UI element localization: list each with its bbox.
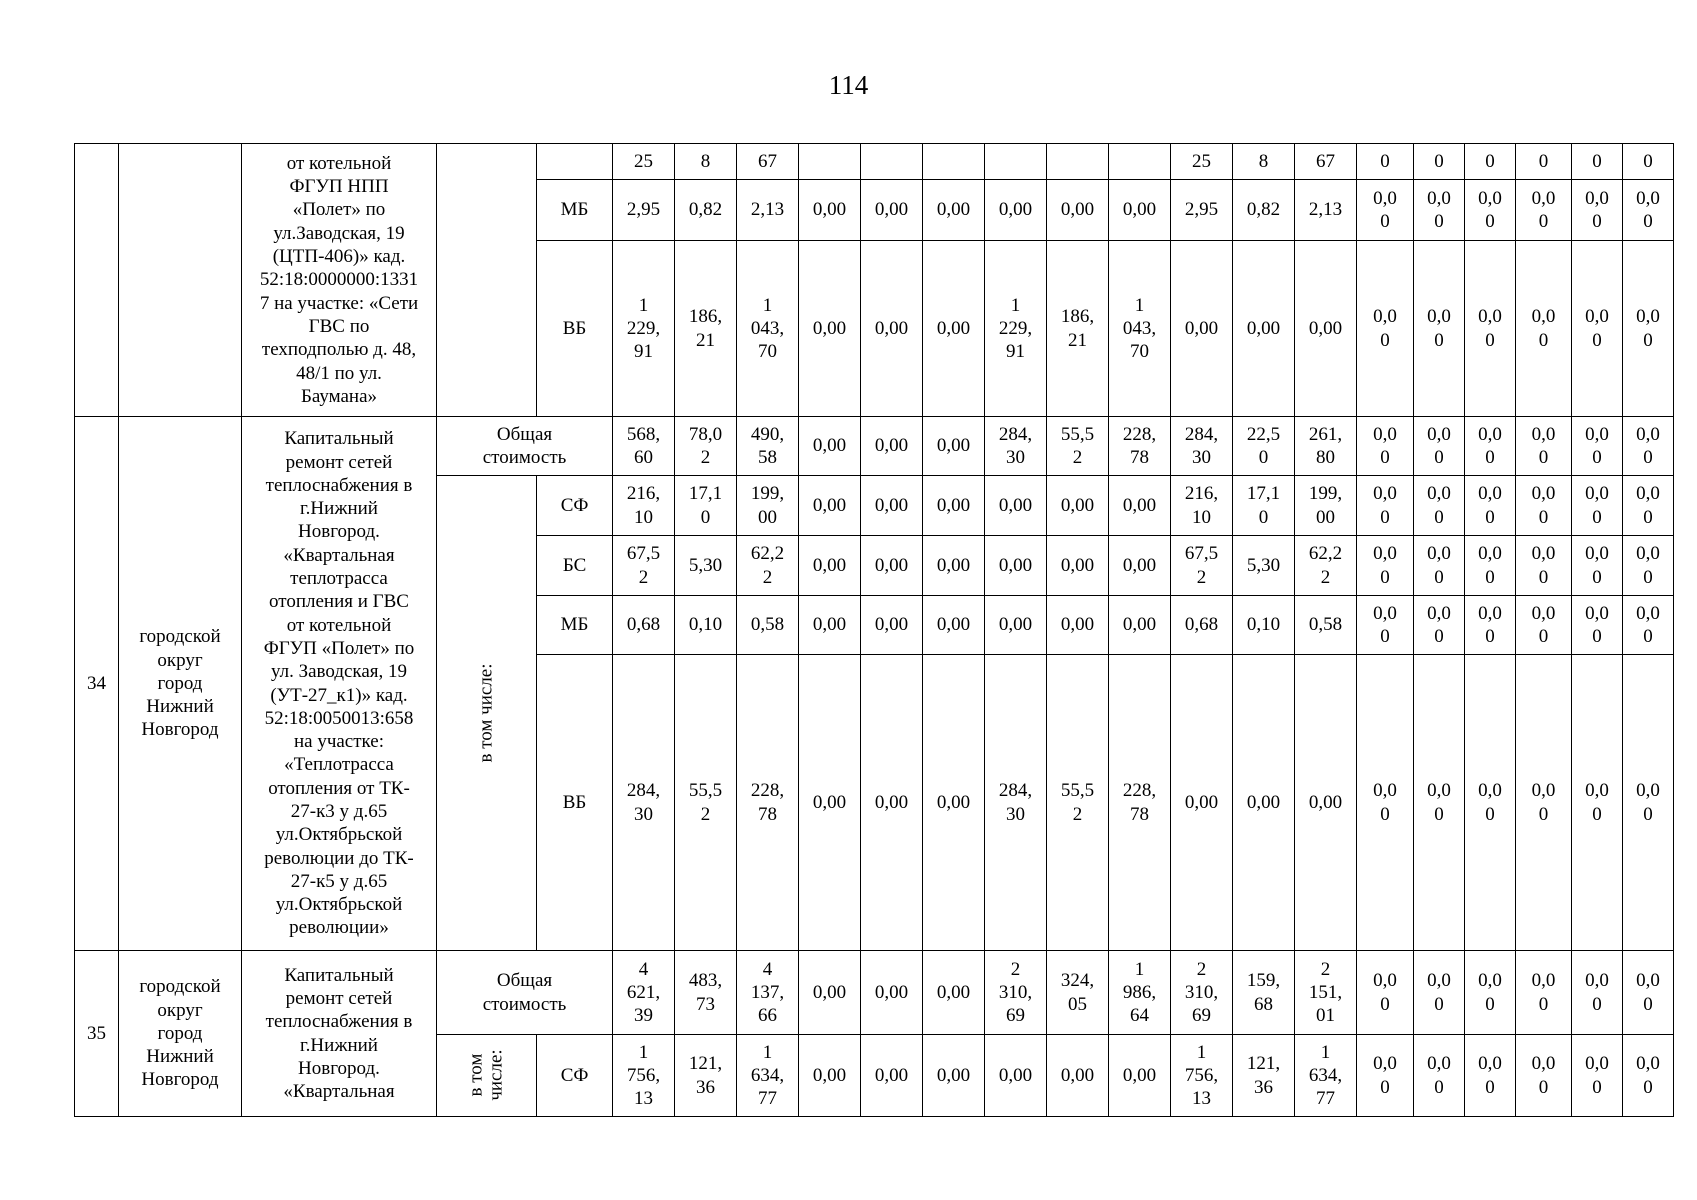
value-cell: 0 bbox=[1572, 144, 1623, 180]
value-cell: 0,00 bbox=[1047, 1035, 1109, 1117]
value-cell: 284, 30 bbox=[613, 655, 675, 951]
value-cell: 2 310, 69 bbox=[985, 951, 1047, 1035]
value-cell: 55,5 2 bbox=[675, 655, 737, 951]
value-cell: 0 bbox=[1516, 144, 1572, 180]
value-cell: 0,00 bbox=[861, 655, 923, 951]
value-cell: 0,00 bbox=[1109, 1035, 1171, 1117]
value-cell: 0,82 bbox=[1233, 180, 1295, 241]
value-cell: 0,0 0 bbox=[1623, 417, 1674, 476]
value-cell: 0,0 0 bbox=[1623, 476, 1674, 536]
including-label bbox=[437, 144, 537, 417]
value-cell: 8 bbox=[675, 144, 737, 180]
including-label: в том числе: bbox=[437, 1035, 537, 1117]
value-cell: 0,0 0 bbox=[1516, 1035, 1572, 1117]
value-cell: 0,00 bbox=[799, 1035, 861, 1117]
value-cell: 1 756, 13 bbox=[1171, 1035, 1233, 1117]
including-label: в том числе: bbox=[437, 476, 537, 951]
value-cell: 0,0 0 bbox=[1572, 951, 1623, 1035]
value-cell: 22,5 0 bbox=[1233, 417, 1295, 476]
value-cell: 4 137, 66 bbox=[737, 951, 799, 1035]
value-cell: 0,00 bbox=[861, 596, 923, 655]
table-row bbox=[75, 417, 1674, 476]
value-cell: 2 151, 01 bbox=[1295, 951, 1357, 1035]
value-cell: 0,0 0 bbox=[1623, 1035, 1674, 1117]
value-cell: 0,0 0 bbox=[1357, 536, 1414, 596]
value-cell: 0,82 bbox=[675, 180, 737, 241]
value-cell: 0,0 0 bbox=[1572, 655, 1623, 951]
value-cell: 0,00 bbox=[1047, 180, 1109, 241]
value-cell: 0,0 0 bbox=[1572, 596, 1623, 655]
total-cost-label: Общая стоимость bbox=[437, 417, 613, 476]
row-number: 35 bbox=[75, 951, 119, 1117]
value-cell: 0,00 bbox=[1171, 655, 1233, 951]
value-cell: 121, 36 bbox=[675, 1035, 737, 1117]
value-cell: 0,00 bbox=[985, 1035, 1047, 1117]
value-cell: 1 634, 77 bbox=[1295, 1035, 1357, 1117]
value-cell: 0,0 0 bbox=[1357, 476, 1414, 536]
value-cell: 284, 30 bbox=[985, 417, 1047, 476]
value-cell: 0,00 bbox=[1109, 180, 1171, 241]
value-cell: 0,00 bbox=[861, 417, 923, 476]
value-cell: 0,00 bbox=[1295, 241, 1357, 417]
value-cell: 8 bbox=[1233, 144, 1295, 180]
value-cell: 0,00 bbox=[923, 596, 985, 655]
value-cell: 0,00 bbox=[923, 951, 985, 1035]
value-cell: 67,5 2 bbox=[613, 536, 675, 596]
value-cell bbox=[861, 144, 923, 180]
funding-source-label: МБ bbox=[537, 180, 613, 241]
value-cell: 5,30 bbox=[675, 536, 737, 596]
value-cell: 2,95 bbox=[1171, 180, 1233, 241]
value-cell: 0,0 0 bbox=[1357, 951, 1414, 1035]
value-cell: 0,00 bbox=[799, 241, 861, 417]
value-cell: 0,00 bbox=[1047, 476, 1109, 536]
value-cell: 0,0 0 bbox=[1572, 536, 1623, 596]
value-cell: 0,00 bbox=[985, 596, 1047, 655]
total-cost-label: Общая стоимость bbox=[437, 951, 613, 1035]
value-cell: 62,2 2 bbox=[737, 536, 799, 596]
table-row bbox=[75, 144, 1674, 180]
municipality: городской округ город Нижний Новгород bbox=[119, 951, 242, 1117]
value-cell: 0,0 0 bbox=[1357, 655, 1414, 951]
value-cell: 0,00 bbox=[923, 476, 985, 536]
value-cell: 0,0 0 bbox=[1414, 1035, 1465, 1117]
value-cell: 0,00 bbox=[1109, 596, 1171, 655]
value-cell: 0,0 0 bbox=[1414, 951, 1465, 1035]
value-cell bbox=[799, 144, 861, 180]
value-cell: 0,0 0 bbox=[1623, 951, 1674, 1035]
value-cell: 228, 78 bbox=[1109, 417, 1171, 476]
value-cell: 55,5 2 bbox=[1047, 417, 1109, 476]
object-description: Капитальный ремонт сетей теплоснабжения в г.Нижний Новгород. «Квартальная bbox=[242, 951, 437, 1117]
funding-source-label: МБ bbox=[537, 596, 613, 655]
value-cell: 0,00 bbox=[799, 536, 861, 596]
value-cell: 0,00 bbox=[985, 180, 1047, 241]
funding-source-label: БС bbox=[537, 536, 613, 596]
value-cell: 186, 21 bbox=[1047, 241, 1109, 417]
value-cell: 0,0 0 bbox=[1414, 596, 1465, 655]
value-cell: 2 310, 69 bbox=[1171, 951, 1233, 1035]
value-cell bbox=[985, 144, 1047, 180]
value-cell: 0 bbox=[1414, 144, 1465, 180]
value-cell: 0,00 bbox=[923, 1035, 985, 1117]
value-cell: 1 756, 13 bbox=[613, 1035, 675, 1117]
value-cell: 0,00 bbox=[861, 951, 923, 1035]
value-cell: 0,00 bbox=[985, 476, 1047, 536]
value-cell: 0,0 0 bbox=[1465, 241, 1516, 417]
value-cell: 4 621, 39 bbox=[613, 951, 675, 1035]
value-cell: 228, 78 bbox=[737, 655, 799, 951]
table-row bbox=[75, 951, 1674, 1035]
value-cell: 0,0 0 bbox=[1465, 596, 1516, 655]
value-cell: 0,00 bbox=[1109, 476, 1171, 536]
value-cell: 1 229, 91 bbox=[985, 241, 1047, 417]
value-cell: 0,00 bbox=[923, 536, 985, 596]
value-cell: 0,00 bbox=[861, 1035, 923, 1117]
value-cell: 2,95 bbox=[613, 180, 675, 241]
funding-source-label bbox=[537, 144, 613, 180]
value-cell bbox=[923, 144, 985, 180]
value-cell: 324, 05 bbox=[1047, 951, 1109, 1035]
value-cell: 62,2 2 bbox=[1295, 536, 1357, 596]
value-cell: 1 043, 70 bbox=[1109, 241, 1171, 417]
value-cell: 17,1 0 bbox=[675, 476, 737, 536]
value-cell: 0,0 0 bbox=[1516, 417, 1572, 476]
value-cell: 0,0 0 bbox=[1465, 1035, 1516, 1117]
value-cell: 159, 68 bbox=[1233, 951, 1295, 1035]
object-description: Капитальный ремонт сетей теплоснабжения в г.Нижний Новгород. «Квартальная теплотрасса отопления и ГВС от котельной ФГУП «Полет» по ул. Заводская, 19 (УТ-27_к1)» кад. 52:18:0050013:658 на участке: «Теплотрасса отопления от ТК- 27-к3 у д.65 ул.Октябрьской революции до ТК- 27-к5 у д.65 ул.Октябрьской революции» bbox=[242, 417, 437, 951]
value-cell: 0,0 0 bbox=[1623, 596, 1674, 655]
value-cell: 0,0 0 bbox=[1516, 596, 1572, 655]
value-cell: 0,0 0 bbox=[1572, 417, 1623, 476]
value-cell: 0,0 0 bbox=[1572, 241, 1623, 417]
value-cell: 0,0 0 bbox=[1414, 241, 1465, 417]
value-cell bbox=[1109, 144, 1171, 180]
value-cell: 2,13 bbox=[1295, 180, 1357, 241]
value-cell: 0,00 bbox=[923, 417, 985, 476]
value-cell: 67,5 2 bbox=[1171, 536, 1233, 596]
row-number: 34 bbox=[75, 417, 119, 951]
value-cell: 0,68 bbox=[1171, 596, 1233, 655]
value-cell: 284, 30 bbox=[1171, 417, 1233, 476]
value-cell: 0,0 0 bbox=[1516, 241, 1572, 417]
value-cell: 216, 10 bbox=[613, 476, 675, 536]
value-cell: 0,0 0 bbox=[1572, 180, 1623, 241]
value-cell: 0,0 0 bbox=[1516, 951, 1572, 1035]
value-cell: 121, 36 bbox=[1233, 1035, 1295, 1117]
value-cell: 0,0 0 bbox=[1465, 655, 1516, 951]
value-cell: 0,0 0 bbox=[1414, 536, 1465, 596]
value-cell: 0,00 bbox=[923, 180, 985, 241]
value-cell: 568, 60 bbox=[613, 417, 675, 476]
page-number: 114 bbox=[828, 70, 869, 100]
value-cell: 199, 00 bbox=[737, 476, 799, 536]
value-cell: 0,0 0 bbox=[1572, 476, 1623, 536]
value-cell: 0,58 bbox=[737, 596, 799, 655]
value-cell: 483, 73 bbox=[675, 951, 737, 1035]
value-cell: 0,00 bbox=[799, 951, 861, 1035]
municipality: городской округ город Нижний Новгород bbox=[119, 417, 242, 951]
value-cell: 0,00 bbox=[799, 180, 861, 241]
value-cell: 78,0 2 bbox=[675, 417, 737, 476]
value-cell: 67 bbox=[1295, 144, 1357, 180]
value-cell: 228, 78 bbox=[1109, 655, 1171, 951]
value-cell: 0,00 bbox=[861, 180, 923, 241]
value-cell: 1 986, 64 bbox=[1109, 951, 1171, 1035]
value-cell: 5,30 bbox=[1233, 536, 1295, 596]
value-cell: 0,00 bbox=[985, 536, 1047, 596]
row-number bbox=[75, 144, 119, 417]
value-cell: 186, 21 bbox=[675, 241, 737, 417]
value-cell: 2,13 bbox=[737, 180, 799, 241]
value-cell: 490, 58 bbox=[737, 417, 799, 476]
value-cell: 0,0 0 bbox=[1623, 536, 1674, 596]
value-cell: 0,0 0 bbox=[1465, 417, 1516, 476]
value-cell: 0,00 bbox=[799, 476, 861, 536]
value-cell: 0,68 bbox=[613, 596, 675, 655]
value-cell: 0,10 bbox=[675, 596, 737, 655]
object-description: от котельной ФГУП НПП «Полет» по ул.Заводская, 19 (ЦТП-406)» кад. 52:18:0000000:1331 7 на участке: «Сети ГВС по техподполью д. 48, 48/1 по ул. Баумана» bbox=[242, 144, 437, 417]
value-cell: 0,0 0 bbox=[1623, 655, 1674, 951]
value-cell: 0,0 0 bbox=[1465, 476, 1516, 536]
value-cell: 0,0 0 bbox=[1414, 476, 1465, 536]
value-cell: 1 229, 91 bbox=[613, 241, 675, 417]
value-cell: 216, 10 bbox=[1171, 476, 1233, 536]
value-cell: 1 043, 70 bbox=[737, 241, 799, 417]
value-cell: 0,0 0 bbox=[1516, 655, 1572, 951]
value-cell: 0,0 0 bbox=[1357, 596, 1414, 655]
value-cell: 0,00 bbox=[1233, 241, 1295, 417]
value-cell: 0,00 bbox=[799, 655, 861, 951]
value-cell bbox=[1047, 144, 1109, 180]
value-cell: 0,58 bbox=[1295, 596, 1357, 655]
value-cell: 0,0 0 bbox=[1357, 417, 1414, 476]
value-cell: 0,0 0 bbox=[1465, 951, 1516, 1035]
value-cell: 0,00 bbox=[923, 241, 985, 417]
value-cell: 0,00 bbox=[1047, 536, 1109, 596]
value-cell: 0,0 0 bbox=[1572, 1035, 1623, 1117]
value-cell: 0,00 bbox=[1109, 536, 1171, 596]
value-cell: 0,0 0 bbox=[1357, 180, 1414, 241]
value-cell: 0,0 0 bbox=[1414, 655, 1465, 951]
value-cell: 0,00 bbox=[799, 596, 861, 655]
funding-source-label: ВБ bbox=[537, 241, 613, 417]
funding-source-label: СФ bbox=[537, 476, 613, 536]
value-cell: 0,0 0 bbox=[1516, 536, 1572, 596]
value-cell: 0,0 0 bbox=[1516, 476, 1572, 536]
value-cell: 67 bbox=[737, 144, 799, 180]
value-cell: 55,5 2 bbox=[1047, 655, 1109, 951]
municipality bbox=[119, 144, 242, 417]
value-cell: 25 bbox=[613, 144, 675, 180]
value-cell: 1 634, 77 bbox=[737, 1035, 799, 1117]
value-cell: 0 bbox=[1623, 144, 1674, 180]
value-cell: 25 bbox=[1171, 144, 1233, 180]
value-cell: 0,0 0 bbox=[1357, 1035, 1414, 1117]
value-cell: 0,00 bbox=[1233, 655, 1295, 951]
value-cell: 0,00 bbox=[1171, 241, 1233, 417]
value-cell: 0,00 bbox=[1047, 596, 1109, 655]
value-cell: 0 bbox=[1465, 144, 1516, 180]
value-cell: 0,00 bbox=[1295, 655, 1357, 951]
value-cell: 0,00 bbox=[861, 241, 923, 417]
value-cell: 0,00 bbox=[861, 476, 923, 536]
value-cell: 0,0 0 bbox=[1465, 180, 1516, 241]
value-cell: 0,0 0 bbox=[1414, 180, 1465, 241]
value-cell: 0,10 bbox=[1233, 596, 1295, 655]
value-cell: 261, 80 bbox=[1295, 417, 1357, 476]
value-cell: 0,0 0 bbox=[1516, 180, 1572, 241]
value-cell: 199, 00 bbox=[1295, 476, 1357, 536]
value-cell: 17,1 0 bbox=[1233, 476, 1295, 536]
funding-source-label: СФ bbox=[537, 1035, 613, 1117]
value-cell: 0 bbox=[1357, 144, 1414, 180]
funding-table bbox=[74, 143, 1674, 1117]
value-cell: 0,00 bbox=[923, 655, 985, 951]
value-cell: 0,0 0 bbox=[1357, 241, 1414, 417]
value-cell: 0,00 bbox=[861, 536, 923, 596]
value-cell: 0,00 bbox=[799, 417, 861, 476]
value-cell: 0,0 0 bbox=[1623, 180, 1674, 241]
funding-source-label: ВБ bbox=[537, 655, 613, 951]
value-cell: 0,0 0 bbox=[1623, 241, 1674, 417]
value-cell: 284, 30 bbox=[985, 655, 1047, 951]
value-cell: 0,0 0 bbox=[1465, 536, 1516, 596]
value-cell: 0,0 0 bbox=[1414, 417, 1465, 476]
